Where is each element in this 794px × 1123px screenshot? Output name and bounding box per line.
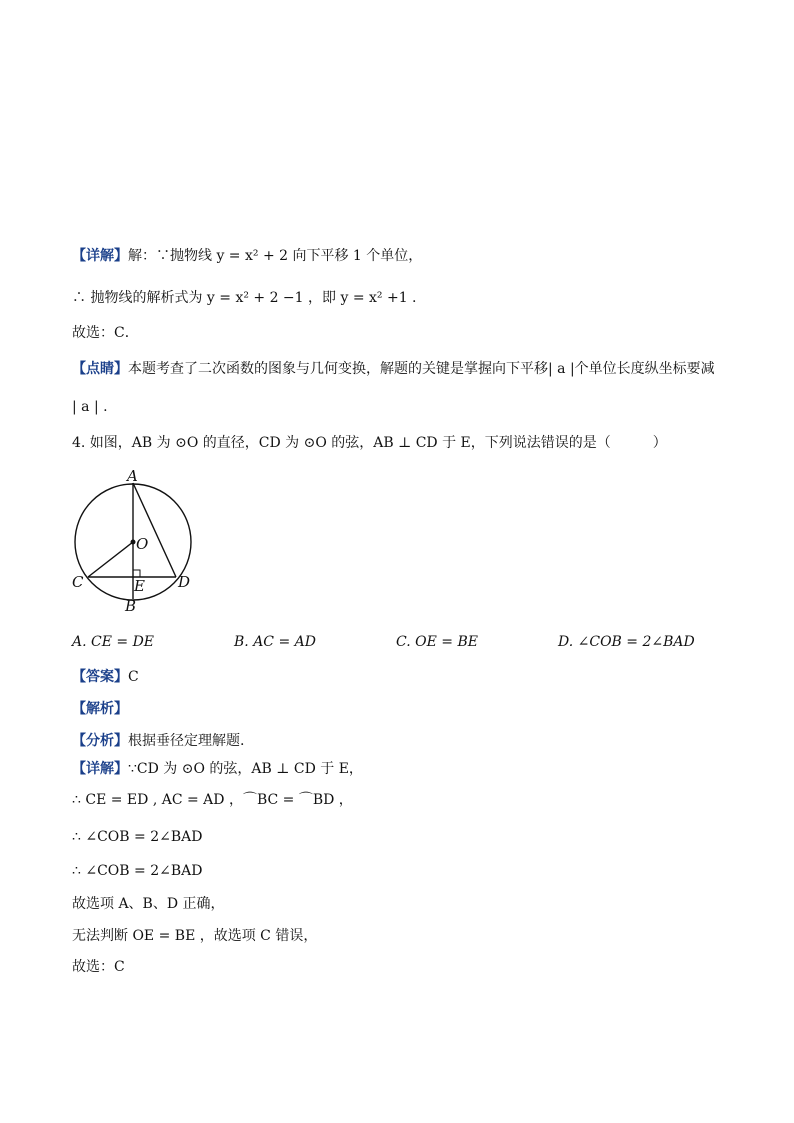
center-point	[131, 540, 136, 545]
option-c: C. OE = BE	[396, 634, 478, 650]
answer-line: 【答案】C	[72, 669, 139, 685]
detail-line-7: 故选：C	[72, 959, 125, 975]
solution-detail-line: 【详解】解：∵抛物线 y = x² + 2 向下平移 1 个单位，	[72, 248, 423, 264]
solution-choice-line: 故选：C．	[72, 325, 139, 341]
label-o: O	[136, 535, 149, 553]
solution-formula-line: ∴ 抛物线的解析式为 y = x² + 2 −1 ，即 y = x² +1 .	[72, 290, 417, 306]
option-b: B. AC = AD	[234, 634, 316, 650]
detail-line-3: ∴ ∠COB = 2∠BAD	[72, 829, 203, 845]
analysis-heading	[72, 699, 128, 719]
section-tag: 【详解】	[72, 761, 128, 777]
comment-line: 【点睛】本题考查了二次函数的图象与几何变换，解题的关键是掌握向下平移| a |个单位长度纵坐标要减	[72, 361, 715, 377]
label-c: C	[72, 573, 84, 591]
section-tag: 【分析】	[72, 733, 128, 749]
section-tag: 【点睛】	[72, 361, 128, 377]
label-a: A	[127, 467, 138, 485]
label-d: D	[178, 573, 191, 591]
analysis-summary: 【分析】根据垂径定理解题.	[72, 733, 245, 749]
detail-line-1: 【详解】∵CD 为 ⊙O 的弦，AB ⊥ CD 于 E，	[72, 761, 363, 777]
option-a: A. CE = DE	[72, 634, 155, 650]
label-e: E	[134, 577, 145, 595]
comment-line-continued: | a | .	[72, 399, 108, 415]
segment-oc	[88, 542, 133, 577]
detail-line-6: 无法判断 OE = BE ，故选项 C 错误，	[72, 928, 318, 944]
right-angle-mark	[133, 570, 140, 577]
circle-figure	[66, 466, 226, 616]
option-d: D. ∠COB = 2∠BAD	[558, 634, 695, 650]
detail-line-4: ∴ ∠COB = 2∠BAD	[72, 863, 203, 879]
section-tag: 【答案】	[72, 669, 128, 685]
section-tag: 【解析】	[72, 701, 128, 717]
detail-line-2: ∴ CE = ED , AC = AD ，⌒BC = ⌒BD ，	[72, 792, 353, 808]
label-b: B	[125, 597, 137, 615]
detail-line-5: 故选项 A、B、D 正确，	[72, 896, 225, 912]
question-4-stem: 4. 如图，AB 为 ⊙O 的直径，CD 为 ⊙O 的弦，AB ⊥ CD 于 E，下列说法错误的是（ ）	[72, 435, 667, 451]
section-tag: 【详解】	[72, 248, 128, 264]
